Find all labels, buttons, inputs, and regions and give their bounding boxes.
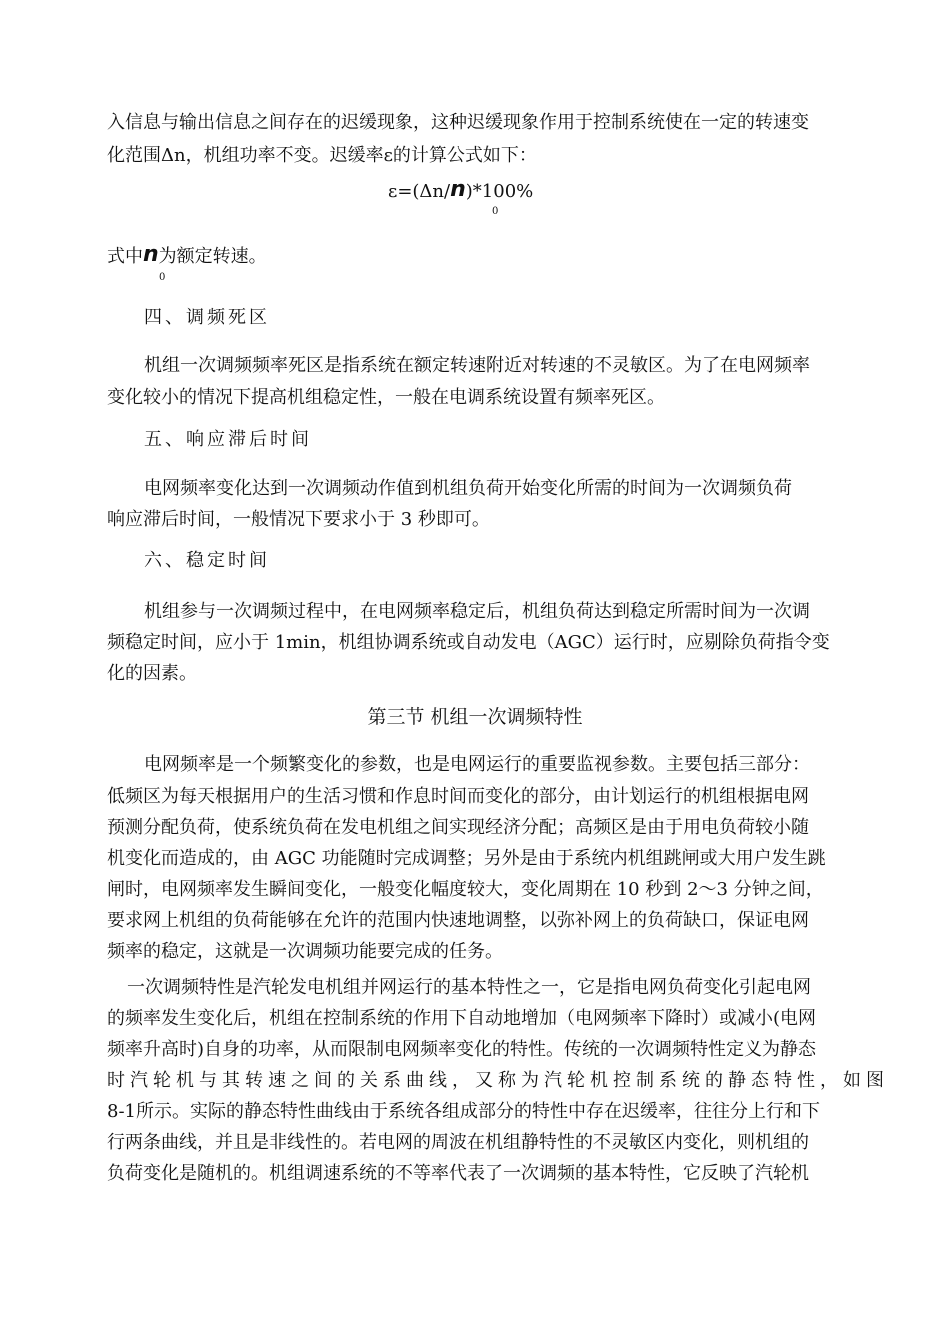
- settle-line-1: 机组参与一次调频过程中，在电网频率稳定后，机组负荷达到稳定所需时间为一次调: [144, 601, 810, 622]
- characteristic-line-4: 时汽轮机与其转速之间的关系曲线，又称为汽轮机控制系统的静态特性，如图: [107, 1070, 889, 1091]
- characteristic-line-7: 负荷变化是随机的。机组调速系统的不等率代表了一次调频的基本特性，它反映了汽轮机: [107, 1163, 809, 1184]
- formula-n-symbol: n: [450, 177, 466, 202]
- grid-line-7: 频率的稳定，这就是一次调频功能要完成的任务。: [107, 941, 503, 962]
- characteristic-line-3: 频率升高时)自身的功率，从而限制电网频率变化的特性。传统的一次调频特性定义为静态: [107, 1039, 817, 1060]
- characteristic-line-2: 的频率发生变化后，机组在控制系统的作用下自动地增加（电网频率下降时）或减小(电网: [107, 1008, 817, 1029]
- grid-line-2: 低频区为每天根据用户的生活习惯和作息时间而变化的部分，由计划运行的机组根据电网: [107, 786, 809, 807]
- formula-note-subscript: 0: [159, 272, 166, 283]
- formula-note-n-symbol: n: [143, 242, 159, 267]
- formula-left: ε=(Δn/: [388, 181, 451, 202]
- lag-line-1: 电网频率变化达到一次调频动作值到机组负荷开始变化所需的时间为一次调频负荷: [144, 478, 792, 499]
- grid-line-4: 机变化而造成的，由 AGC 功能随时完成调整；另外是由于系统内机组跳闸或大用户发生跳: [107, 848, 826, 869]
- lag-line-2: 响应滞后时间，一般情况下要求小于 3 秒即可。: [107, 509, 490, 530]
- grid-line-3: 预测分配负荷，使系统负荷在发电机组之间实现经济分配；高频区是由于用电负荷较小随: [107, 817, 809, 838]
- grid-line-6: 要求网上机组的负荷能够在允许的范围内快速地调整，以弥补网上的负荷缺口，保证电网: [107, 910, 809, 931]
- characteristic-line-5: 8-1所示。实际的静态特性曲线由于系统各组成部分的特性中存在迟缓率，往往分上行和下: [107, 1101, 820, 1122]
- formula-note-suffix: 为额定转速。: [158, 246, 267, 267]
- formula-right: )*100%: [465, 181, 534, 202]
- section-title: 第三节 机组一次调频特性: [367, 706, 583, 728]
- formula-note: [107, 242, 857, 283]
- heading-lag: 五、响应滞后时间: [144, 429, 312, 450]
- deadband-line-2: 变化较小的情况下提高机组稳定性，一般在电调系统设置有频率死区。: [107, 387, 665, 408]
- hysteresis-line-1: 入信息与输出信息之间存在的迟缓现象，这种迟缓现象作用于控制系统使在一定的转速变: [107, 112, 809, 133]
- grid-line-5: 闸时，电网频率发生瞬间变化，一般变化幅度较大，变化周期在 10 秒到 2～3 分钟之间，: [107, 879, 824, 900]
- grid-line-1: 电网频率是一个频繁变化的参数，也是电网运行的重要监视参数。主要包括三部分：: [144, 754, 810, 775]
- heading-deadband: 四、调频死区: [144, 307, 270, 328]
- characteristic-line-6: 行两条曲线，并且是非线性的。若电网的周波在机组静特性的不灵敏区内变化，则机组的: [107, 1132, 809, 1153]
- heading-settle: 六、稳定时间: [144, 550, 270, 571]
- deadband-line-1: 机组一次调频频率死区是指系统在额定转速附近对转速的不灵敏区。为了在电网频率: [144, 355, 810, 376]
- hysteresis-formula: [388, 178, 533, 218]
- formula-subscript: 0: [492, 206, 499, 217]
- formula-note-prefix: 式中: [107, 246, 143, 267]
- characteristic-line-1: 一次调频特性是汽轮发电机组并网运行的基本特性之一，它是指电网负荷变化引起电网: [127, 977, 811, 998]
- settle-line-2: 频稳定时间，应小于 1min，机组协调系统或自动发电（AGC）运行时，应剔除负荷指令变: [107, 632, 830, 653]
- hysteresis-line-2: 化范围Δn，机组功率不变。迟缓率ε的计算公式如下：: [107, 145, 537, 166]
- settle-line-3: 化的因素。: [107, 663, 197, 684]
